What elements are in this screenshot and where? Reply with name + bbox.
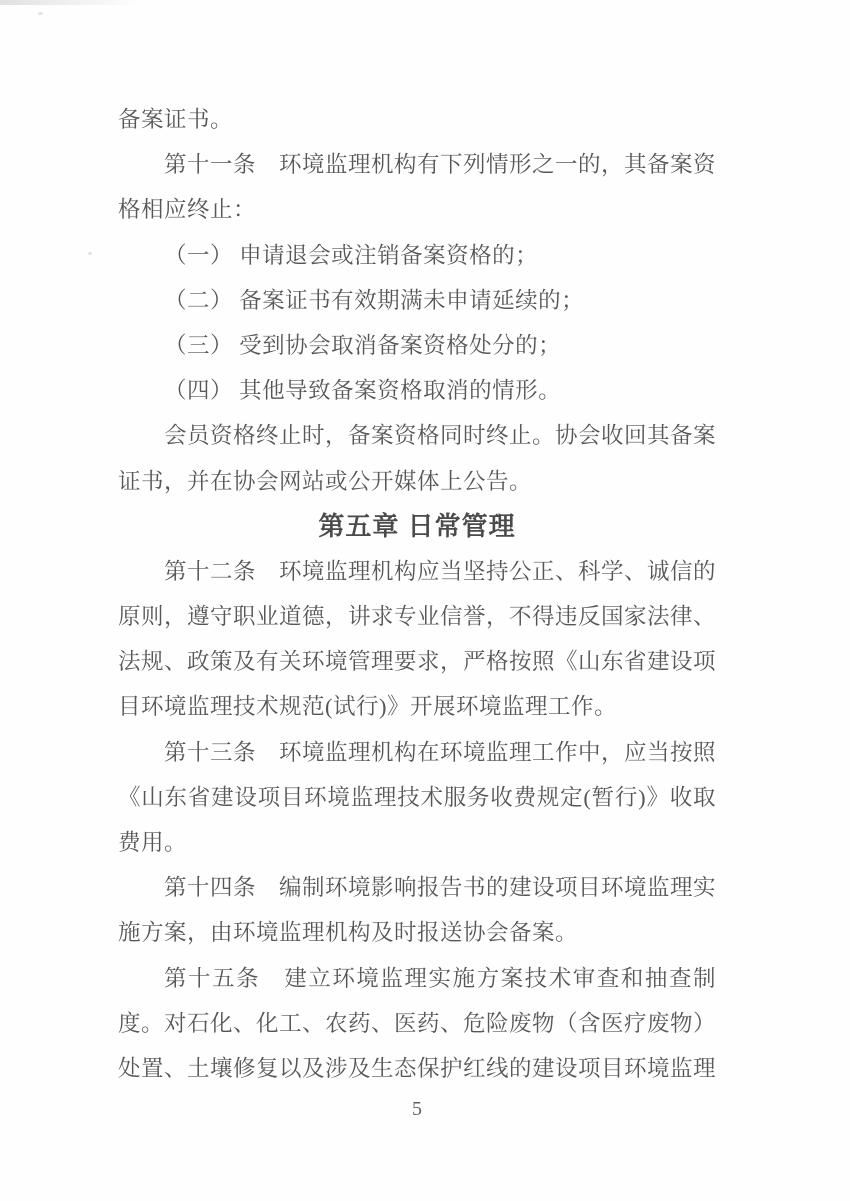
text-lines <box>118 97 716 1091</box>
text-line: 第十五条 建立环境监理实施方案技术审查和抽查制 <box>164 965 716 991</box>
text-line: 《山东省建设项目环境监理技术服务收费规定(暂行)》收取 <box>118 784 716 810</box>
text-line: （四） 其他导致备案资格取消的情形。 <box>164 378 562 404</box>
text-line: 法规、政策及有关环境管理要求，严格按照《山东省建设项 <box>118 649 717 675</box>
text-line: 第十二条 环境监理机构应当坚持公正、科学、诚信的 <box>164 558 717 584</box>
text-line: 会员资格终止时，备案资格同时终止。协会收回其备案 <box>164 423 717 449</box>
text-line: 度。对石化、化工、农药、医药、危险废物（含医疗废物） <box>118 1010 717 1036</box>
text-line: 处置、土壤修复以及涉及生态保护红线的建设项目环境监理 <box>118 1055 717 1081</box>
text-line: （三） 受到协会取消备案资格处分的； <box>164 332 562 358</box>
page-number: 5 <box>412 1098 422 1120</box>
text-line: 备案证书。 <box>118 107 234 132</box>
scan-artifact <box>0 0 140 5</box>
scan-artifact <box>38 12 43 15</box>
text-line: 目环境监理技术规范(试行)》开展环境监理工作。 <box>118 694 617 720</box>
text-line: 第十一条 环境监理机构有下列情形之一的，其备案资 <box>164 152 717 178</box>
text-line: 证书，并在协会网站或公开媒体上公告。 <box>118 468 533 494</box>
text-line: 格相应终止： <box>118 197 257 223</box>
text-line: 施方案，由环境监理机构及时报送协会备案。 <box>118 920 579 946</box>
text-line: （二） 备案证书有效期满未申请延续的； <box>164 287 585 313</box>
chapter-heading: 第五章 日常管理 <box>318 510 516 541</box>
scan-artifact <box>88 252 92 255</box>
text-line: 原则，遵守职业道德，讲求专业信誉，不得违反国家法律、 <box>118 604 717 630</box>
text-line: 第十三条 环境监理机构在环境监理工作中，应当按照 <box>164 739 717 765</box>
text-line: 费用。 <box>118 830 188 855</box>
text-line: （一） 申请退会或注销备案资格的； <box>164 242 539 268</box>
text-line: 第十四条 编制环境影响报告书的建设项目环境监理实 <box>164 875 717 901</box>
